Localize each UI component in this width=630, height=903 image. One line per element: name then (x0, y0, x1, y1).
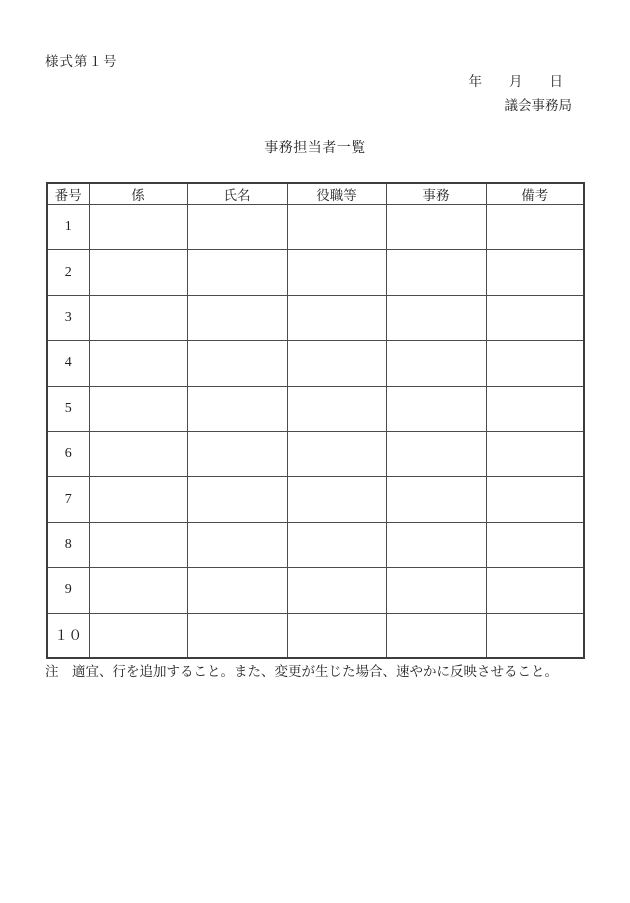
row-number-cell: １０ (47, 613, 89, 658)
row-number-cell: 7 (47, 477, 89, 522)
duty-cell (386, 205, 486, 250)
organization-name: 議会事務局 (504, 98, 572, 113)
section-cell (89, 295, 187, 340)
position-cell (287, 477, 386, 522)
name-cell (187, 295, 287, 340)
table-row (47, 613, 584, 658)
remarks-cell (486, 477, 584, 522)
row-number-cell: 5 (47, 386, 89, 431)
table-row (47, 568, 584, 613)
position-cell (287, 250, 386, 295)
position-cell (287, 341, 386, 386)
section-cell (89, 386, 187, 431)
table-row (47, 386, 584, 431)
col-header-duty: 事務 (386, 183, 486, 205)
section-cell (89, 522, 187, 567)
name-cell (187, 522, 287, 567)
name-cell (187, 205, 287, 250)
row-number-cell: 6 (47, 431, 89, 476)
staff-table (46, 182, 585, 659)
name-cell (187, 341, 287, 386)
section-cell (89, 477, 187, 522)
remarks-cell (486, 431, 584, 476)
duty-cell (386, 522, 486, 567)
table-row (47, 431, 584, 476)
remarks-cell (486, 341, 584, 386)
duty-cell (386, 477, 486, 522)
position-cell (287, 522, 386, 567)
duty-cell (386, 341, 486, 386)
position-cell (287, 568, 386, 613)
duty-cell (386, 386, 486, 431)
section-cell (89, 613, 187, 658)
row-number-cell: 3 (47, 295, 89, 340)
remarks-cell (486, 613, 584, 658)
remarks-cell (486, 568, 584, 613)
remarks-cell (486, 522, 584, 567)
position-cell (287, 205, 386, 250)
section-cell (89, 250, 187, 295)
col-header-number: 番号 (47, 183, 89, 205)
table-row (47, 477, 584, 522)
row-number-cell: 9 (47, 568, 89, 613)
table-body (47, 205, 584, 659)
document-title: 事務担当者一覧 (264, 141, 366, 156)
name-cell (187, 386, 287, 431)
col-header-section: 係 (89, 183, 187, 205)
section-cell (89, 205, 187, 250)
date-line: 年 月 日 (468, 74, 563, 89)
remarks-cell (486, 250, 584, 295)
section-cell (89, 568, 187, 613)
row-number-cell: 2 (47, 250, 89, 295)
position-cell (287, 386, 386, 431)
remarks-cell (486, 295, 584, 340)
name-cell (187, 477, 287, 522)
table-row (47, 295, 584, 340)
section-cell (89, 431, 187, 476)
col-header-remarks: 備考 (486, 183, 584, 205)
form-number-label: 様式第１号 (45, 54, 118, 69)
row-number-cell: 1 (47, 205, 89, 250)
section-cell (89, 341, 187, 386)
name-cell (187, 431, 287, 476)
name-cell (187, 613, 287, 658)
name-cell (187, 568, 287, 613)
row-number-cell: 4 (47, 341, 89, 386)
name-cell (187, 250, 287, 295)
duty-cell (386, 295, 486, 340)
col-header-position: 役職等 (287, 183, 386, 205)
row-number-cell: 8 (47, 522, 89, 567)
position-cell (287, 295, 386, 340)
table-header-row (47, 183, 584, 205)
position-cell (287, 613, 386, 658)
footnote: 注 適宜、行を追加すること。また、変更が生じた場合、速やかに反映させること。 (45, 664, 558, 679)
table-row (47, 250, 584, 295)
remarks-cell (486, 205, 584, 250)
table-row (47, 341, 584, 386)
duty-cell (386, 431, 486, 476)
duty-cell (386, 568, 486, 613)
table-row (47, 522, 584, 567)
table-row (47, 205, 584, 250)
col-header-name: 氏名 (187, 183, 287, 205)
duty-cell (386, 613, 486, 658)
duty-cell (386, 250, 486, 295)
remarks-cell (486, 386, 584, 431)
position-cell (287, 431, 386, 476)
